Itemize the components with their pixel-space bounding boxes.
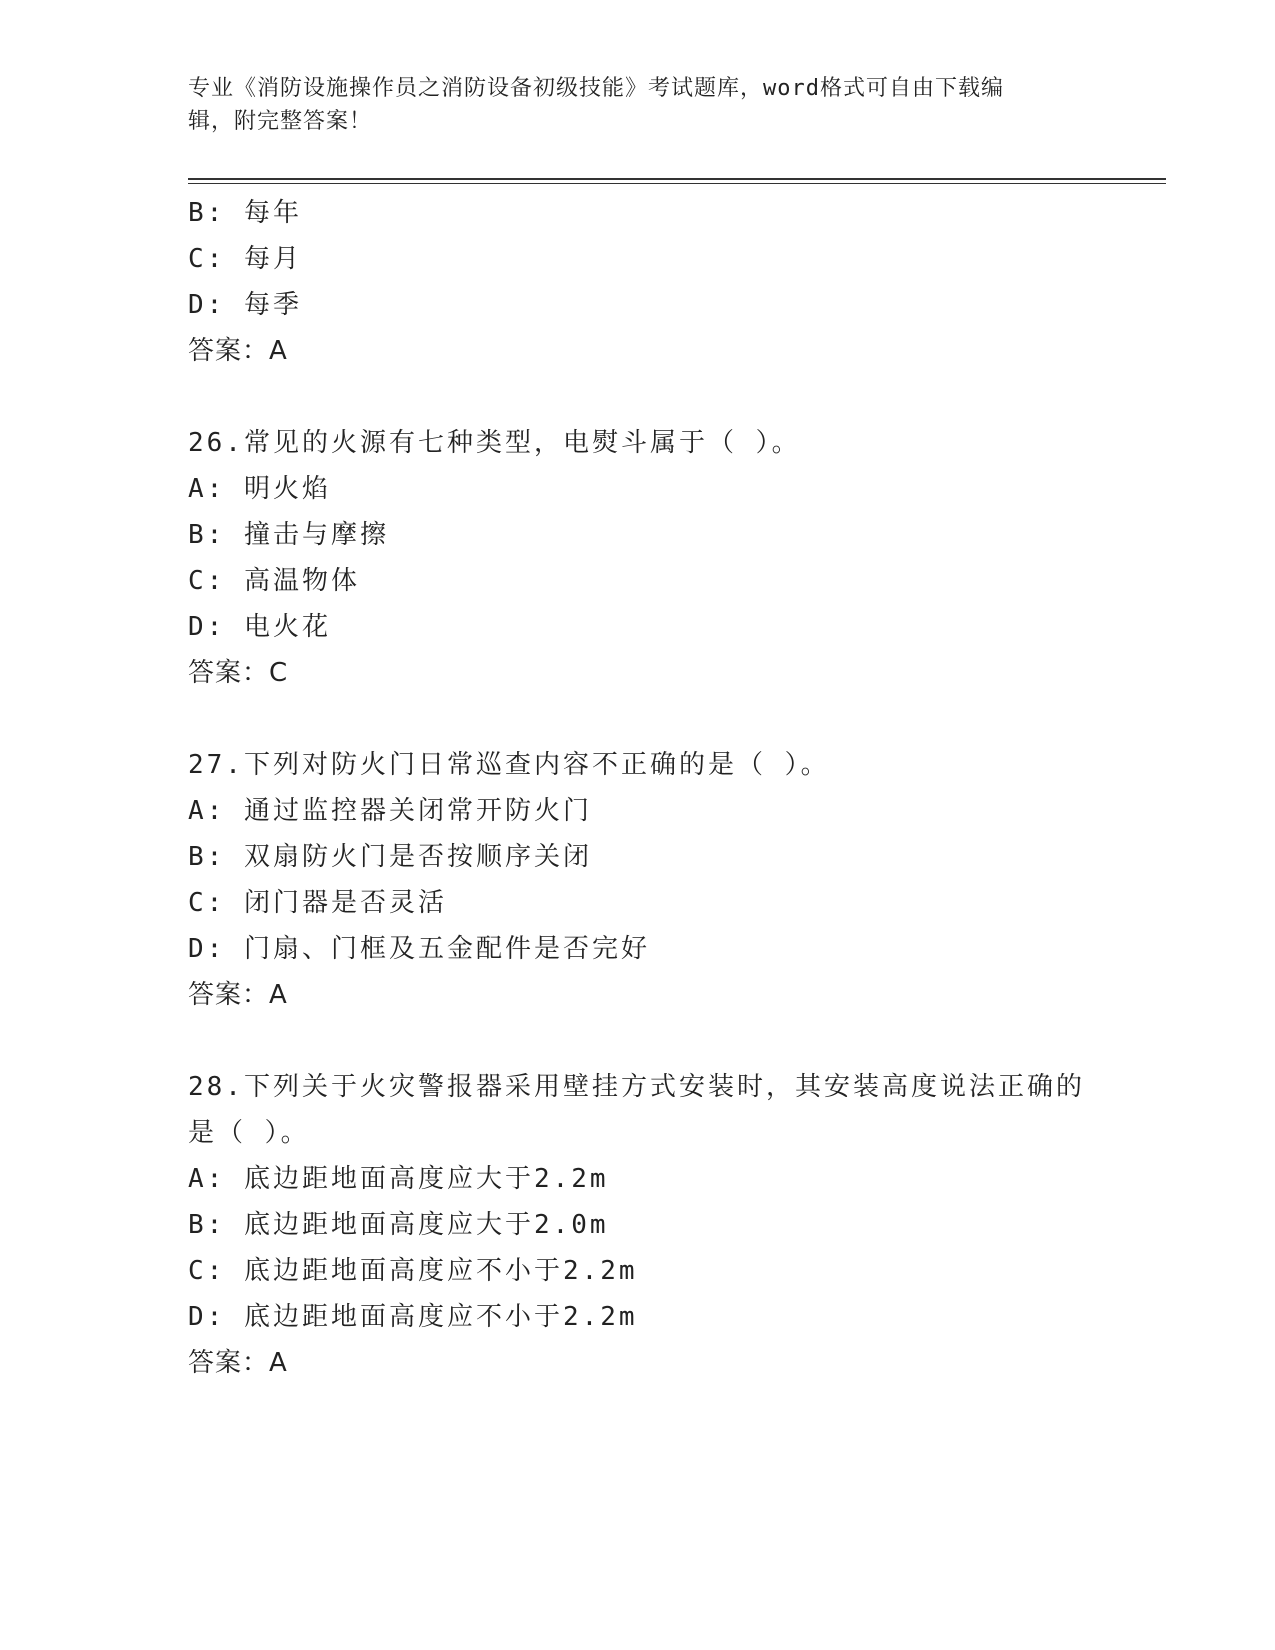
answer-line: 答案：C — [188, 658, 289, 688]
spacer — [188, 696, 1148, 742]
spacer — [188, 1018, 1148, 1064]
answer-line: 答案：A — [188, 336, 288, 366]
header-divider-thick — [188, 178, 1166, 180]
question-26 — [188, 420, 1148, 696]
option-c: C: 闭门器是否灵活 — [188, 888, 447, 918]
spacer — [188, 374, 1148, 420]
answer-line: 答案：A — [188, 980, 288, 1010]
option-b: B: 每年 — [188, 198, 302, 228]
option-a: A: 底边距地面高度应大于2.2m — [188, 1164, 609, 1194]
option-d: D: 每季 — [188, 290, 302, 320]
option-c: C: 底边距地面高度应不小于2.2m — [188, 1256, 638, 1286]
header-line-1: 专业《消防设施操作员之消防设备初级技能》考试题库，word格式可自由下载编 — [188, 76, 1004, 101]
question-stem-line-1: 28.下列关于火灾警报器采用壁挂方式安装时，其安装高度说法正确的 — [188, 1072, 1085, 1102]
option-c: C: 每月 — [188, 244, 302, 274]
option-b: B: 撞击与摩擦 — [188, 520, 389, 550]
question-28 — [188, 1064, 1148, 1386]
document-header — [188, 72, 1088, 138]
option-a: A: 通过监控器关闭常开防火门 — [188, 796, 592, 826]
option-d: D: 电火花 — [188, 612, 331, 642]
question-stem: 27.下列对防火门日常巡查内容不正确的是（ ）。 — [188, 750, 830, 780]
option-b: B: 双扇防火门是否按顺序关闭 — [188, 842, 592, 872]
question-27 — [188, 742, 1148, 1018]
option-d: D: 门扇、门框及五金配件是否完好 — [188, 934, 650, 964]
question-25-continued — [188, 190, 1148, 374]
option-d: D: 底边距地面高度应不小于2.2m — [188, 1302, 638, 1332]
option-b: B: 底边距地面高度应大于2.0m — [188, 1210, 609, 1240]
header-divider-thin — [188, 183, 1166, 184]
answer-line: 答案：A — [188, 1348, 288, 1378]
option-a: A: 明火焰 — [188, 474, 331, 504]
header-line-2: 辑，附完整答案！ — [188, 109, 373, 134]
question-stem-line-2: 是（ ）。 — [188, 1118, 310, 1148]
question-list — [188, 190, 1148, 1386]
question-stem: 26.常见的火源有七种类型，电熨斗属于（ ）。 — [188, 428, 801, 458]
option-c: C: 高温物体 — [188, 566, 360, 596]
